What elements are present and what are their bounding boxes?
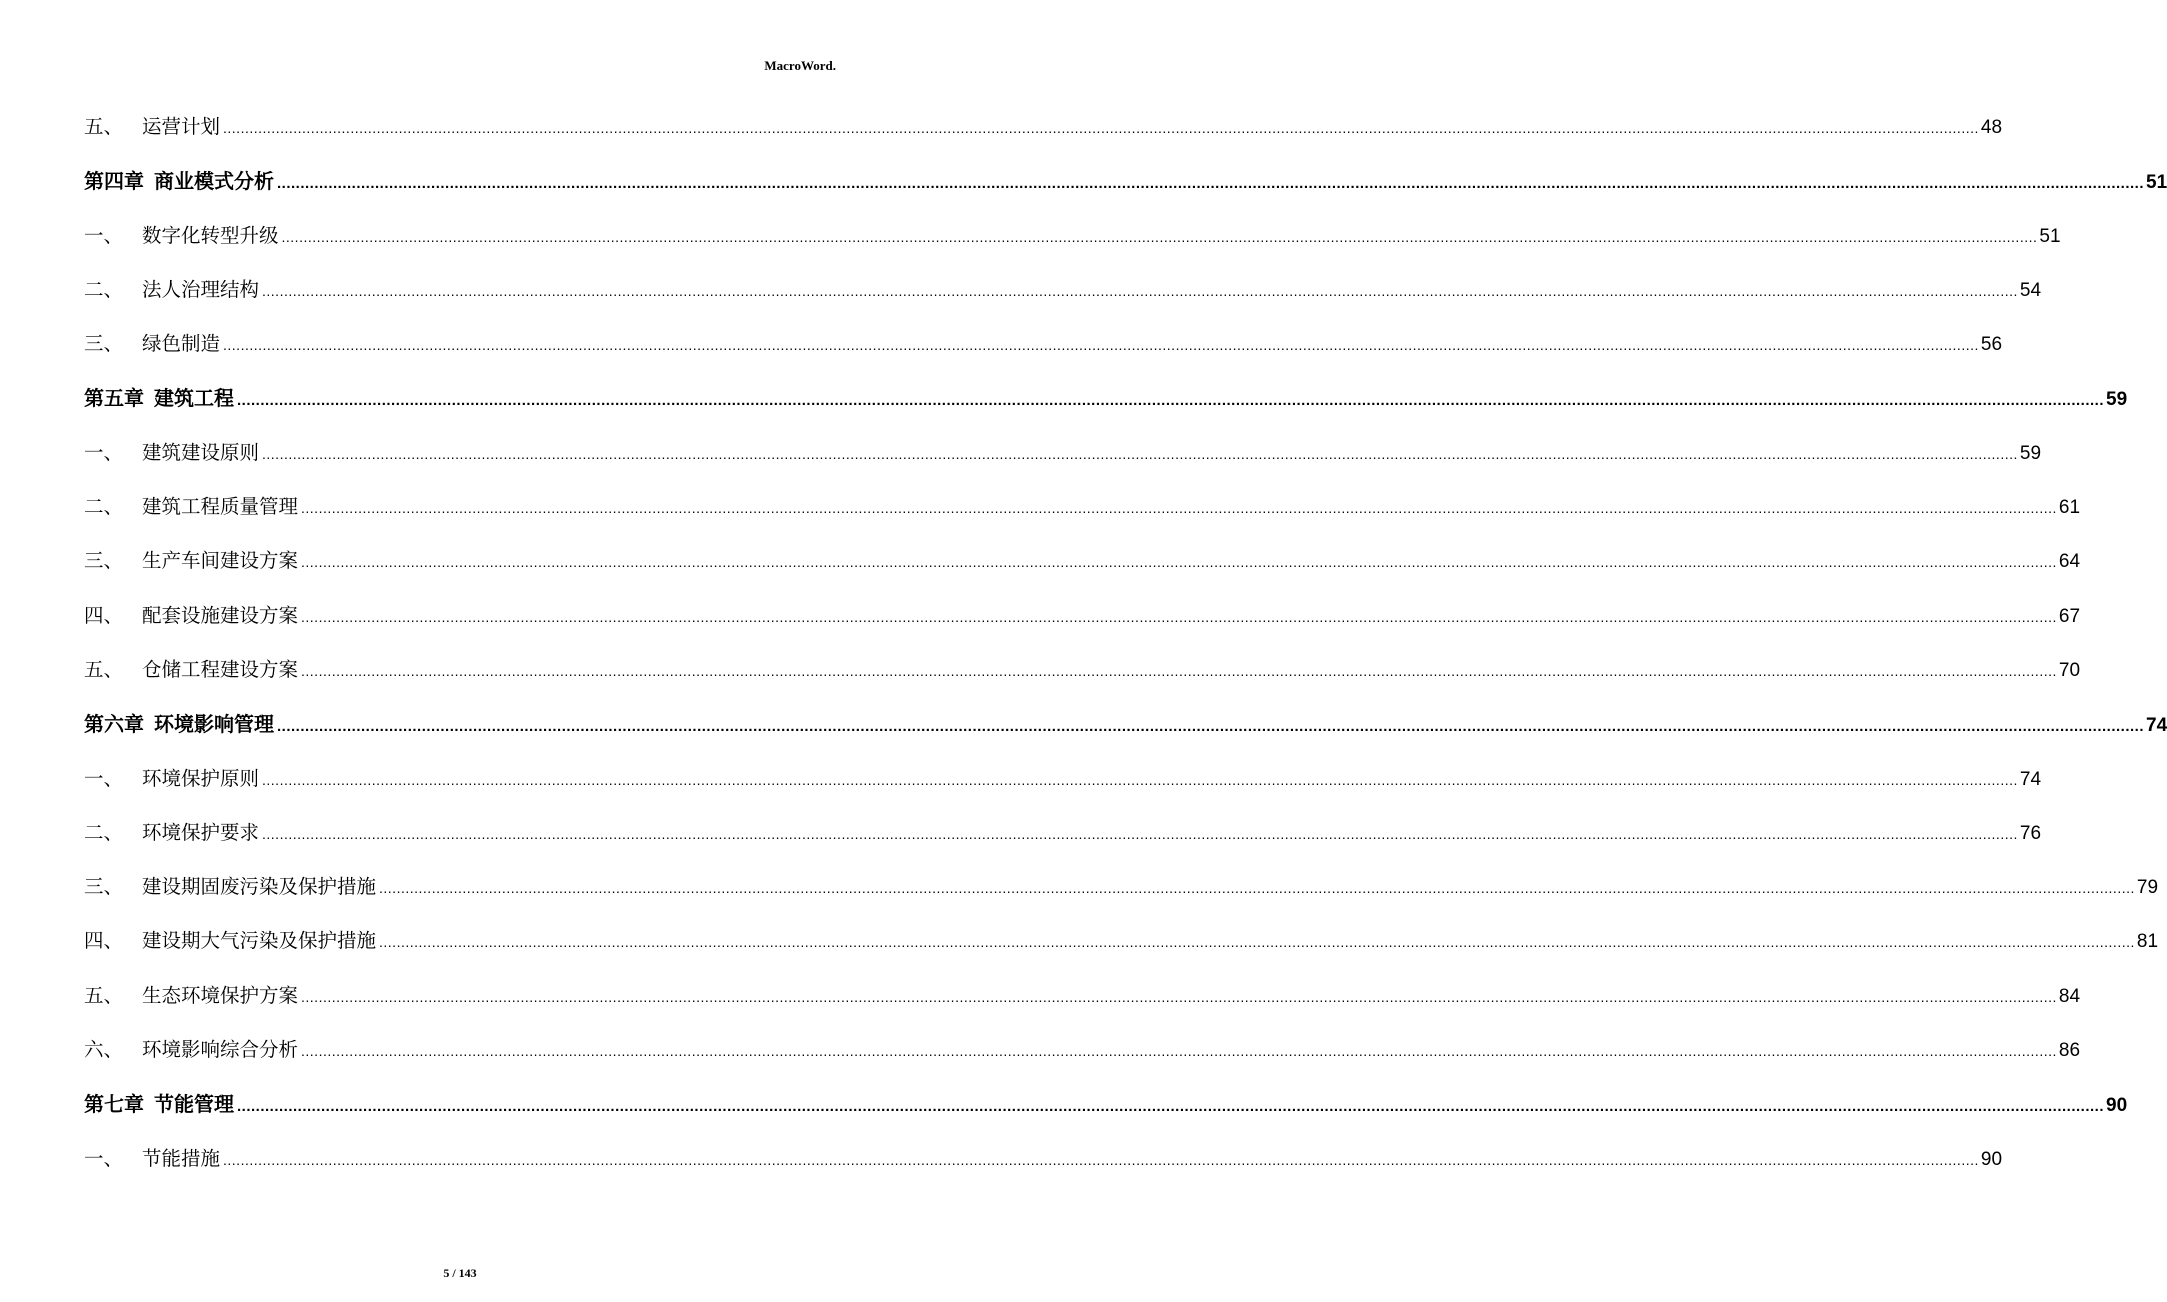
toc-entry-title: 环境保护要求 [142, 820, 260, 844]
toc-entry-page: 86 [2058, 1040, 2081, 1062]
toc-entry-number: 第六章 [84, 712, 144, 737]
toc-dot-leader: ................................................................................................................................................................................................................................................................................................................................................................................................................ [379, 934, 2135, 951]
toc-entry-page: 81 [2136, 931, 2159, 953]
toc-dot-leader: ................................................................................................................................................................................................................................................................................................................................................................................................................ [262, 282, 2018, 299]
toc-chapter-entry[interactable] [84, 154, 2167, 208]
toc-dot-leader: ................................................................................................................................................................................................................................................................................................................................................................................................................ [223, 120, 1979, 136]
toc-entry-number: 五、 [84, 657, 124, 681]
toc-entry-title: 建筑工程 [154, 386, 234, 411]
toc-section-entry[interactable] [84, 534, 2081, 588]
toc-entry-title: 环境影响综合分析 [142, 1038, 299, 1062]
toc-entry-page: 79 [2136, 877, 2159, 899]
toc-entry-title: 建筑工程质量管理 [142, 495, 299, 519]
toc-entry-page: 90 [2106, 1095, 2128, 1117]
toc-entry-page: 51 [2039, 225, 2061, 247]
toc-entry-title: 商业模式分析 [154, 169, 274, 194]
toc-entry-page: 74 [2146, 715, 2167, 737]
toc-entry-title: 绿色制造 [142, 332, 221, 356]
table-of-contents [84, 100, 2167, 1186]
toc-dot-leader: ................................................................................................................................................................................................................................................................................................................................................................................................................ [223, 1151, 1979, 1168]
toc-entry-number: 五、 [84, 115, 124, 138]
toc-dot-leader: ................................................................................................................................................................................................................................................................................................................................................................................................................ [262, 445, 2018, 462]
toc-entry-number: 一、 [84, 1146, 124, 1170]
toc-entry-number: 三、 [84, 332, 124, 356]
toc-entry-number: 一、 [84, 440, 124, 464]
toc-entry-page: 74 [2019, 768, 2042, 790]
toc-section-entry[interactable] [84, 480, 2081, 534]
toc-entry-page: 61 [2058, 497, 2081, 519]
toc-entry-title: 建设期固废污染及保护措施 [142, 875, 377, 899]
toc-entry-number: 二、 [84, 495, 124, 519]
toc-entry-number: 二、 [84, 820, 124, 844]
toc-entry-title: 运营计划 [142, 115, 221, 138]
toc-dot-leader: ................................................................................................................................................................................................................................................................................................................................................................................................................ [379, 880, 2135, 897]
toc-entry-number: 三、 [84, 549, 124, 573]
toc-section-entry[interactable] [84, 752, 2042, 806]
page-indicator: 5 / 143 [443, 1266, 477, 1280]
toc-dot-leader: ................................................................................................................................................................................................................................................................................................................................................................................................................ [301, 1043, 2057, 1060]
toc-dot-leader: ................................................................................................................................................................................................................................................................................................................................................................................................................ [301, 554, 2057, 571]
toc-section-entry[interactable] [84, 643, 2081, 697]
toc-entry-title: 仓储工程建设方案 [142, 657, 299, 681]
toc-entry-number: 第七章 [84, 1092, 144, 1117]
toc-dot-leader: ................................................................................................................................................................................................................................................................................................................................................................................................................ [301, 662, 2057, 679]
toc-entry-number: 三、 [84, 875, 124, 899]
toc-section-entry[interactable] [84, 317, 2003, 371]
toc-entry-page: 59 [2019, 442, 2042, 464]
toc-section-entry[interactable] [84, 969, 2081, 1023]
toc-entry-number: 四、 [84, 929, 124, 953]
toc-entry-number: 五、 [84, 983, 124, 1007]
toc-dot-leader: ................................................................................................................................................................................................................................................................................................................................................................................................................ [301, 608, 2057, 625]
toc-section-entry[interactable] [84, 426, 2042, 480]
toc-chapter-entry[interactable] [84, 697, 2167, 751]
toc-entry-number: 六、 [84, 1038, 124, 1062]
toc-section-entry[interactable] [84, 1023, 2081, 1077]
toc-dot-leader: ................................................................................................................................................................................................................................................................................................................................................................................................................ [277, 175, 2144, 193]
toc-dot-leader: ................................................................................................................................................................................................................................................................................................................................................................................................................ [237, 1098, 2104, 1116]
toc-dot-leader: ................................................................................................................................................................................................................................................................................................................................................................................................................ [223, 337, 1979, 354]
toc-entry-page: 67 [2058, 605, 2081, 627]
toc-entry-page: 76 [2019, 822, 2042, 844]
toc-entry-title: 建筑建设原则 [142, 440, 260, 464]
toc-chapter-entry[interactable] [84, 371, 2128, 425]
toc-section-entry[interactable] [84, 1132, 2003, 1186]
toc-entry-page: 59 [2106, 389, 2128, 411]
toc-section-entry[interactable] [84, 100, 2003, 154]
toc-entry-title: 节能措施 [142, 1146, 221, 1170]
toc-dot-leader: ................................................................................................................................................................................................................................................................................................................................................................................................................ [301, 500, 2057, 517]
toc-entry-title: 配套设施建设方案 [142, 603, 299, 627]
toc-entry-page: 84 [2058, 985, 2081, 1007]
toc-entry-title: 环境保护原则 [142, 766, 260, 790]
toc-entry-page: 48 [1980, 117, 2003, 138]
toc-entry-title: 法人治理结构 [142, 277, 260, 301]
toc-entry-number: 第五章 [84, 386, 144, 411]
toc-dot-leader: ................................................................................................................................................................................................................................................................................................................................................................................................................ [281, 228, 2038, 245]
toc-dot-leader: ................................................................................................................................................................................................................................................................................................................................................................................................................ [262, 771, 2018, 788]
toc-entry-title: 节能管理 [154, 1092, 234, 1117]
toc-dot-leader: ................................................................................................................................................................................................................................................................................................................................................................................................................ [301, 988, 2057, 1005]
toc-section-entry[interactable] [84, 860, 2159, 914]
toc-section-entry[interactable] [84, 589, 2081, 643]
toc-entry-title: 生态环境保护方案 [142, 983, 299, 1007]
toc-entry-page: 54 [2019, 279, 2042, 301]
toc-chapter-entry[interactable] [84, 1077, 2128, 1131]
toc-section-entry[interactable] [84, 914, 2159, 968]
toc-entry-page: 90 [1980, 1148, 2003, 1170]
toc-entry-page: 51 [2146, 172, 2167, 194]
header-brand: MacroWord. [764, 58, 836, 73]
toc-entry-title: 环境影响管理 [154, 712, 274, 737]
toc-dot-leader: ................................................................................................................................................................................................................................................................................................................................................................................................................ [262, 825, 2018, 842]
toc-entry-number: 一、 [84, 766, 124, 790]
toc-entry-number: 四、 [84, 603, 124, 627]
toc-dot-leader: ................................................................................................................................................................................................................................................................................................................................................................................................................ [237, 392, 2104, 410]
toc-entry-page: 64 [2058, 551, 2081, 573]
toc-section-entry[interactable] [84, 263, 2042, 317]
toc-entry-number: 第四章 [84, 169, 144, 194]
toc-entry-title: 生产车间建设方案 [142, 549, 299, 573]
toc-entry-title: 数字化转型升级 [142, 223, 279, 247]
toc-entry-page: 56 [1980, 334, 2003, 356]
toc-section-entry[interactable] [84, 209, 2061, 263]
toc-entry-title: 建设期大气污染及保护措施 [142, 929, 377, 953]
toc-dot-leader: ................................................................................................................................................................................................................................................................................................................................................................................................................ [277, 718, 2144, 736]
toc-section-entry[interactable] [84, 806, 2042, 860]
toc-entry-page: 70 [2058, 659, 2081, 681]
toc-entry-number: 一、 [84, 223, 124, 247]
toc-entry-number: 二、 [84, 277, 124, 301]
